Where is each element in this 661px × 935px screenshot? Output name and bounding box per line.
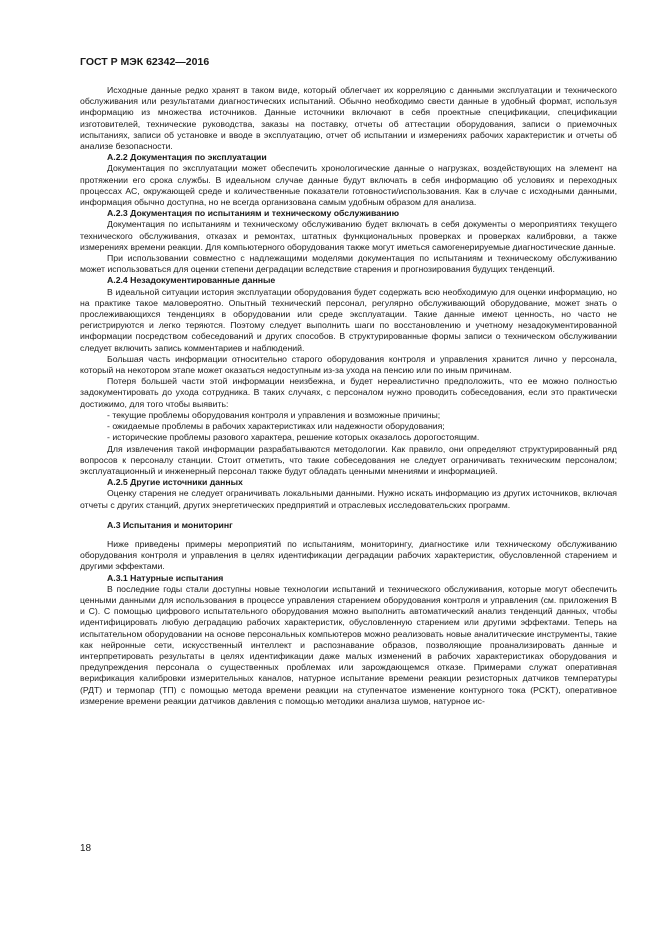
list-item: - текущие проблемы оборудования контроля и управления и возможные причины;: [80, 410, 617, 421]
heading-a24: А.2.4 Незадокументированные данные: [107, 275, 276, 286]
heading-a22: А.2.2 Документация по эксплуатации: [107, 152, 267, 163]
heading-a31: А.3.1 Натурные испытания: [107, 572, 224, 583]
heading-a25: А.2.5 Другие источники данных: [107, 477, 243, 488]
list-a24: [80, 410, 617, 444]
document-code: ГОСТ Р МЭК 62342—2016: [80, 56, 210, 68]
list-item: - ожидаемые проблемы в рабочих характеристиках или надежности оборудования;: [80, 421, 617, 432]
paragraph-a23-2: При использовании совместно с надлежащими моделями документация по испытаниям и техническому обслуживанию может использоваться для оценки степени деградации вследствие старения и прогнозирования будущих тенденций.: [80, 253, 617, 275]
heading-a23: А.2.3 Документация по испытаниям и техническому обслуживанию: [107, 208, 400, 219]
paragraph-a23-1: Документация по испытаниям и техническому обслуживанию будет включать в себя документы о мероприятиях текущего технического обслуживания, отказах и ремонтах, штатных функциональных проверках и проверках калибровки, а также измерениях времени реакции. Для компьютерного оборудования также могут иметься самогенерируемые диагностические данные.: [80, 219, 617, 252]
paragraph-a24-3: Потеря большей части этой информации неизбежна, и будет нереалистично предположить, что ее можно полностью задокументировать до ухода сотрудника. В таких случаях, с персоналом нужно проводить собеседования, если это практически достижимо, для того чтобы выявить:: [80, 376, 617, 409]
paragraph-a24-1: В идеальной ситуации история эксплуатации оборудования будет содержать всю необходимую для оценки информацию, но на практике такое маловероятно. Опытный технический персонал, регулярно обслуживающий оборудование, может знать о прослеживающихся тенденциях в оборудовании или среде эксплуатации. Такие данные имеют ценность, но часто не регистрируются и легко теряются. Поэтому следует выполнить шаги по восстановлению и учетному незадокументированной информации посредством собеседований и других способов. В структурированные формы записи о техническом обслуживании следует включить запись комментариев и наблюдений.: [80, 286, 617, 353]
paragraph-intro: Исходные данные редко хранят в таком виде, который облегчает их корреляцию с данными эксплуатации и технического обслуживания или результатами диагностических испытаний. Обычно необходимо свести данные в удобный формат, используя информацию из множества источников. Данные источники включают в себя проектные спецификации, спецификации изготовителей, технические руководства, заказы на поставку, отчеты об аттестации оборудования, записи о приемочных испытаниях, записи об установке и вводе в эксплуатацию, отчет об испытании и измерениях рабочих характеристик и отчеты об анализе безопасности.: [80, 85, 617, 152]
page-number: 18: [80, 843, 92, 854]
paragraph-a24-2: Большая часть информации относительно старого оборудования контроля и управления хранится лично у персонала, который на некотором этапе может оказаться недоступным из-за ухода на пенсию или по иным причинам.: [80, 353, 617, 376]
paragraph-a24-4: Для извлечения такой информации разрабатываются методологии. Как правило, они определяют структурированный ряд вопросов к персоналу станции. Стоит отметить, что такие собеседования не следует ограничивать техническим персоналом; эксплуатационный и инженерный персонал также будут обладать ценными мнениями и информацией.: [80, 443, 617, 476]
list-item: - исторические проблемы разового характера, решение которых оказалось дорогостоящим.: [80, 432, 617, 443]
heading-a3: А.3 Испытания и мониторинг: [107, 519, 233, 530]
paragraph-a3: Ниже приведены примеры мероприятий по испытаниям, мониторингу, диагностике или техническому обслуживанию оборудования контроля и управления в целях идентификации деградации рабочих характеристик, обусловленной старением и другими эффектами.: [80, 538, 617, 572]
paragraph-a22: Документация по эксплуатации может обеспечить хронологические данные о нагрузках, воздействующих на элемент на протяжении его срока службы. В идеальном случае данные будут включать в себя информацию об условиях и переходных процессах АС, окружающей среде и количественные показатели готовности/использования. Как в случае с исходными данными, информация обычно доступна, но не всегда организована самым удобным образом для анализа.: [80, 163, 617, 208]
paragraph-a25: Оценку старения не следует ограничивать локальными данными. Нужно искать информацию из других источников, включая отчеты с других станций, других энергетических предприятий и отраслевых исследовательских программ.: [80, 488, 617, 510]
paragraph-a31: В последние годы стали доступны новые технологии испытаний и технического обслуживания, которые могут обеспечить ценными данными для использования в процессе управления старением оборудования контроля и управления (см. приложения В и С). С помощью цифрового испытательного оборудования можно выполнить автоматический анализ тенденций данных, чтобы идентифицировать любую деградацию рабочих характеристик, обусловленную старением или другими эффектами. Теперь на испытательном оборудовании на основе персональных компьютеров можно реализовать новые аналитические инструменты, такие как нейронные сети, искусственный интеллект и распознавание образов, позволяющие проанализировать данные и интерпретировать результаты в целях идентификации даже малых изменений в рабочих характеристиках оборудования и предупреждения персонала о существенных проблемах или зарождающемся отказе. Примерами служат оперативная верификация калибровки измерительных каналов, натурное испытание времени реакции резисторных датчиков температуры (РДТ) и термопар (ТП) с помощью метода времени реакции на ступенчатое изменение контурного тока (РСКТ), оперативное измерение времени реакции датчиков давления с помощью методики анализа шумов, натурное ис-: [80, 583, 617, 706]
